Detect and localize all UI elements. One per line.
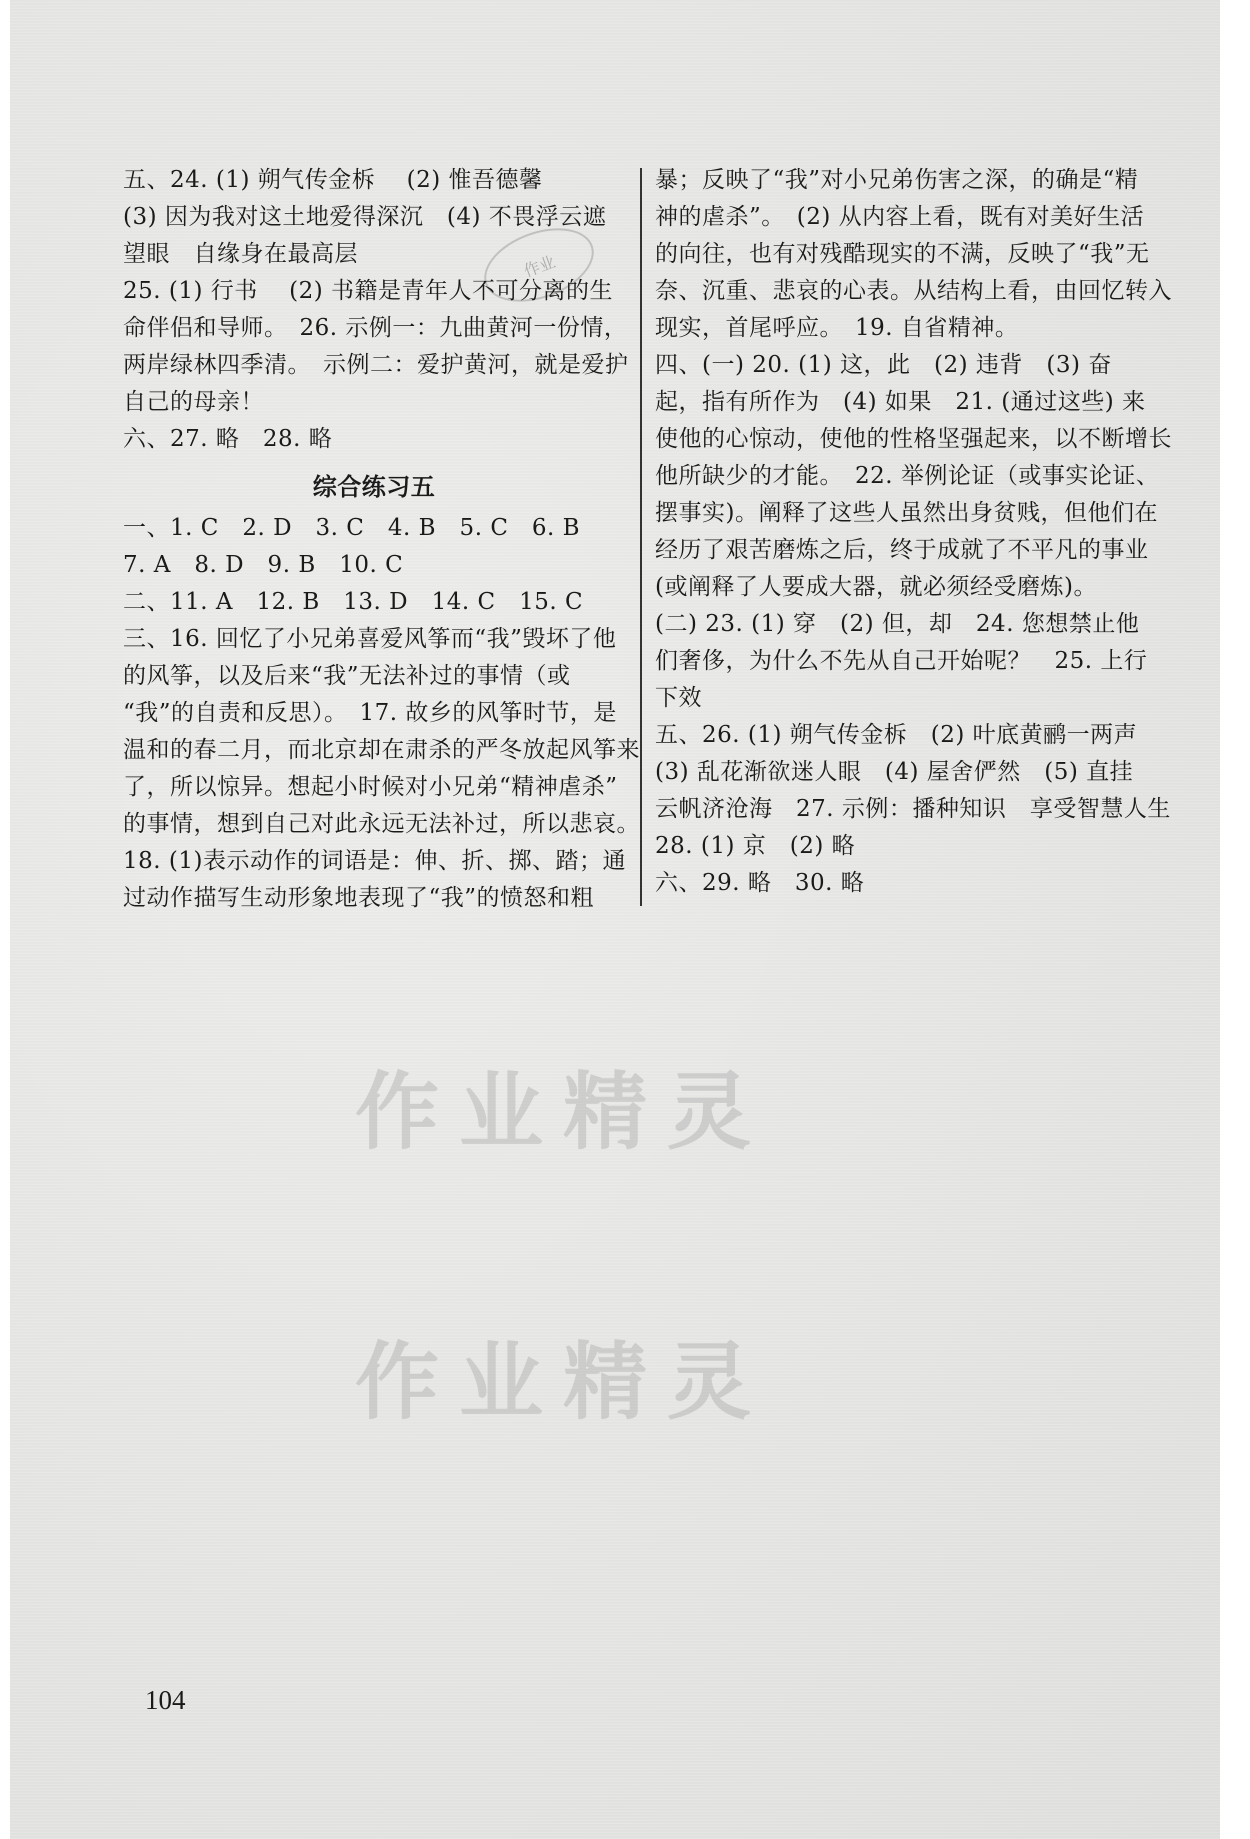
section-title: 综合练习五 [312,473,436,501]
text-line: 们奢侈，为什么不先从自己开始呢？ 25. 上行 [655,648,1148,674]
text-line: 18. (1)表示动作的词语是：伸、折、掷、踏；通 [123,848,626,874]
text-line: 起，指有所作为 (4) 如果 21. (通过这些) 来 [655,389,1146,415]
text-line: 使他的心惊动，使他的性格坚强起来，以不断增长 [655,426,1172,452]
text-line: 现实，首尾呼应。 19. 自省精神。 [655,315,1019,341]
text-line: 7. A 8. D 9. B 10. C [123,552,404,578]
text-line: 的事情，想到自己对此永远无法补过，所以悲哀。 [123,811,640,837]
text-line: (二) 23. (1) 穿 (2) 但，却 24. 您想禁止他 [655,611,1140,637]
left-column [123,162,640,917]
text-line: (3) 乱花渐欲迷人眼 (4) 屋舍俨然 (5) 直挂 [655,759,1134,785]
text-line: 25. (1) 行书 (2) 书籍是青年人不可分离的生 [123,278,613,304]
scanned-page [10,0,1220,1839]
text-line: 六、29. 略 30. 略 [655,870,865,896]
text-line: 一、1. C 2. D 3. C 4. B 5. C 6. B [123,515,581,541]
text-line: 了，所以惊异。想起小时候对小兄弟“精神虐杀” [123,774,618,800]
stamp-text: 作业 [521,251,558,281]
right-column [655,162,1172,902]
text-line: 的风筝，以及后来“我”无法补过的事情（或 [123,663,571,689]
text-line: 神的虐杀”。 (2) 从内容上看，既有对美好生活 [655,204,1145,230]
text-line: 他所缺少的才能。 22. 举例论证（或事实论证、 [655,463,1160,489]
text-line: 命伴侣和导师。 26. 示例一：九曲黄河一份情， [123,315,628,341]
text-line: 摆事实)。阐释了这些人虽然出身贫贱，但他们在 [655,500,1158,526]
text-line: 的向往，也有对残酷现实的不满，反映了“我”无 [655,241,1150,267]
text-line: (或阐释了人要成大器，就必须经受磨炼)。 [655,574,1097,600]
text-line: 二、11. A 12. B 13. D 14. C 15. C [123,589,584,615]
text-line: 云帆济沧海 27. 示例：播种知识 享受智慧人生 [655,796,1171,822]
text-line: 六、27. 略 28. 略 [123,426,333,452]
text-line: “我”的自责和反思）。 17. 故乡的风筝时节，是 [123,700,617,726]
text-line: 四、(一) 20. (1) 这，此 (2) 违背 (3) 奋 [655,352,1112,378]
text-line: 暴；反映了“我”对小兄弟伤害之深，的确是“精 [655,167,1139,193]
text-line: 五、24. (1) 朔气传金柝 (2) 惟吾德馨 [123,167,543,193]
text-line: (3) 因为我对这土地爱得深沉 (4) 不畏浮云遮 [123,204,607,230]
watermark: 作业精灵 [355,1063,772,1161]
text-line: 奈、沉重、悲哀的心表。从结构上看，由回忆转入 [655,278,1172,304]
text-line: 望眼 自缘身在最高层 [123,241,358,267]
text-line: 下效 [655,685,702,711]
text-line: 经历了艰苦磨炼之后，终于成就了不平凡的事业 [655,537,1149,563]
watermark: 作业精灵 [355,1333,772,1431]
text-line: 过动作描写生动形象地表现了“我”的愤怒和粗 [123,885,595,911]
column-divider [640,168,642,906]
text-line: 温和的春二月，而北京却在肃杀的严冬放起风筝来 [123,737,640,763]
text-line: 五、26. (1) 朔气传金柝 (2) 叶底黄鹂一两声 [655,722,1138,748]
page-number: 104 [145,1685,186,1715]
text-line: 两岸绿林四季清。 示例二：爱护黄河，就是爱护 [123,352,629,378]
text-line: 28. (1) 京 (2) 略 [655,833,856,859]
text-line: 三、16. 回忆了小兄弟喜爱风筝而“我”毁坏了他 [123,626,617,652]
text-line: 自己的母亲！ [123,389,264,415]
